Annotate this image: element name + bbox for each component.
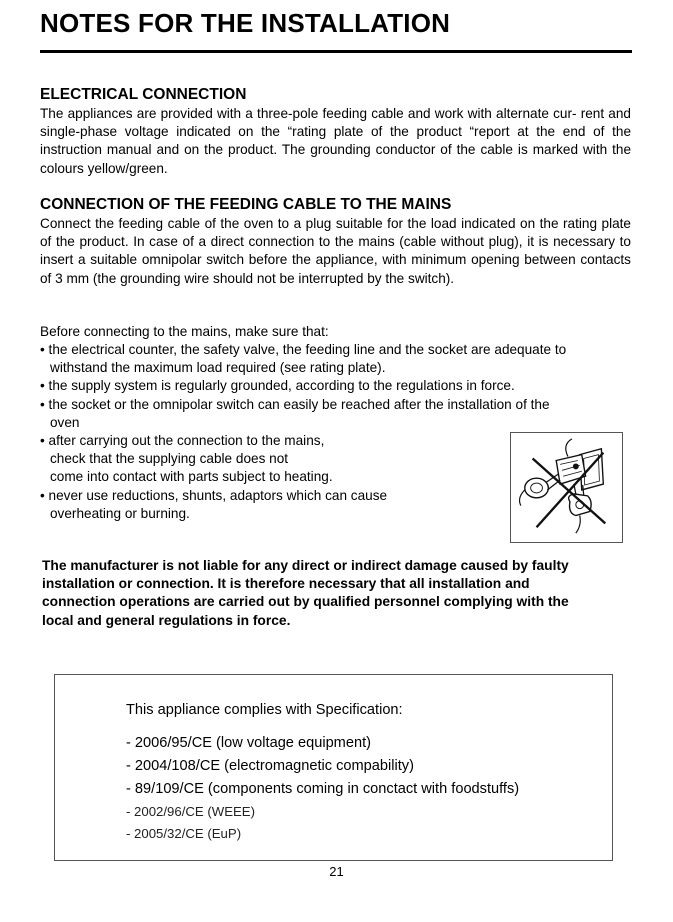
feeding-cable-heading: CONNECTION OF THE FEEDING CABLE TO THE MAINS <box>40 196 452 213</box>
checklist-item-text: • the socket or the omnipolar switch can easily be reached after the installation of the <box>40 396 550 412</box>
compliance-item: - 2004/108/CE (electromagnetic compability) <box>126 758 414 774</box>
compliance-item: - 2005/32/CE (EuP) <box>126 826 242 841</box>
text-line: connection operations are carried out by qualified personnel complying with the <box>42 594 569 610</box>
checklist-item <box>40 377 640 395</box>
liability-warning <box>42 557 632 630</box>
text-line: installation or connection. It is therefore necessary that all installation and <box>42 576 530 592</box>
crossed-out-adaptor-plug-icon <box>511 433 622 542</box>
text-line: rent and single-phase voltage indicated on the “rating plate of the product “report at the <box>40 106 631 140</box>
compliance-list <box>126 732 519 845</box>
electrical-connection-heading: ELECTRICAL CONNECTION <box>40 86 247 103</box>
page-number: 21 <box>329 864 344 879</box>
compliance-box <box>54 674 613 861</box>
checklist-item-text: • the supply system is regularly grounded, according to the regulations in force. <box>40 378 515 394</box>
checklist-item <box>40 341 640 377</box>
text-line: Connect the feeding cable of the oven to a plug suitable for the load indicated on the <box>40 216 559 231</box>
checklist-item-continuation: overheating or burning. <box>50 505 190 521</box>
text-line: it is necessary to insert a suitable omnipolar switch before the appliance, with minimum <box>40 234 631 268</box>
title-divider <box>40 50 632 53</box>
text-line: opening between contacts of 3 mm (the grounding wire should not be interrupted by the <box>40 252 631 286</box>
checklist-item-text: • never use reductions, shunts, adaptors which can cause <box>40 487 388 503</box>
checklist-item-text: • the electrical counter, the safety valve, the feeding line and the socket are adequate to <box>40 342 567 357</box>
compliance-intro: This appliance complies with Specification: <box>126 702 403 718</box>
checklist-item-continuation: oven <box>50 414 80 430</box>
checklist-item-continuation: withstand the maximum load required (see rating plate). <box>50 360 386 376</box>
page-title: NOTES FOR THE INSTALLATION <box>40 8 451 38</box>
checklist-item-continuation: come into contact with parts subject to heating. <box>50 469 333 485</box>
checklist-item-text: • after carrying out the connection to the mains, <box>40 433 325 449</box>
checklist-item-continuation: check that the supplying cable does not <box>50 451 289 467</box>
checklist-intro: Before connecting to the mains, make sure that: <box>40 324 329 339</box>
text-line: end of the instruction manual and on the product. The grounding conductor of the cable <box>40 124 632 158</box>
text-line: is marked with the colours yellow/green. <box>40 142 632 176</box>
no-adaptor-illustration <box>510 432 623 543</box>
compliance-item: - 2002/96/CE (WEEE) <box>126 804 255 819</box>
compliance-item: - 89/109/CE (components coming in conctact with foodstuffs) <box>126 781 520 797</box>
text-line: rating plate of the product. In case of a direct connection to the mains (cable without plug), <box>40 216 631 250</box>
checklist-item <box>40 396 640 432</box>
text-line: switch). <box>408 270 455 286</box>
electrical-connection-text <box>40 105 631 178</box>
text-line: The appliances are provided with a three-pole feeding cable and work with alternate cur- <box>40 106 577 121</box>
compliance-item: - 2006/95/CE (low voltage equipment) <box>126 735 371 751</box>
text-line: The manufacturer is not liable for any direct or indirect damage caused by faulty <box>42 558 569 573</box>
text-line: local and general regulations in force. <box>42 612 291 628</box>
feeding-cable-text <box>40 215 631 288</box>
